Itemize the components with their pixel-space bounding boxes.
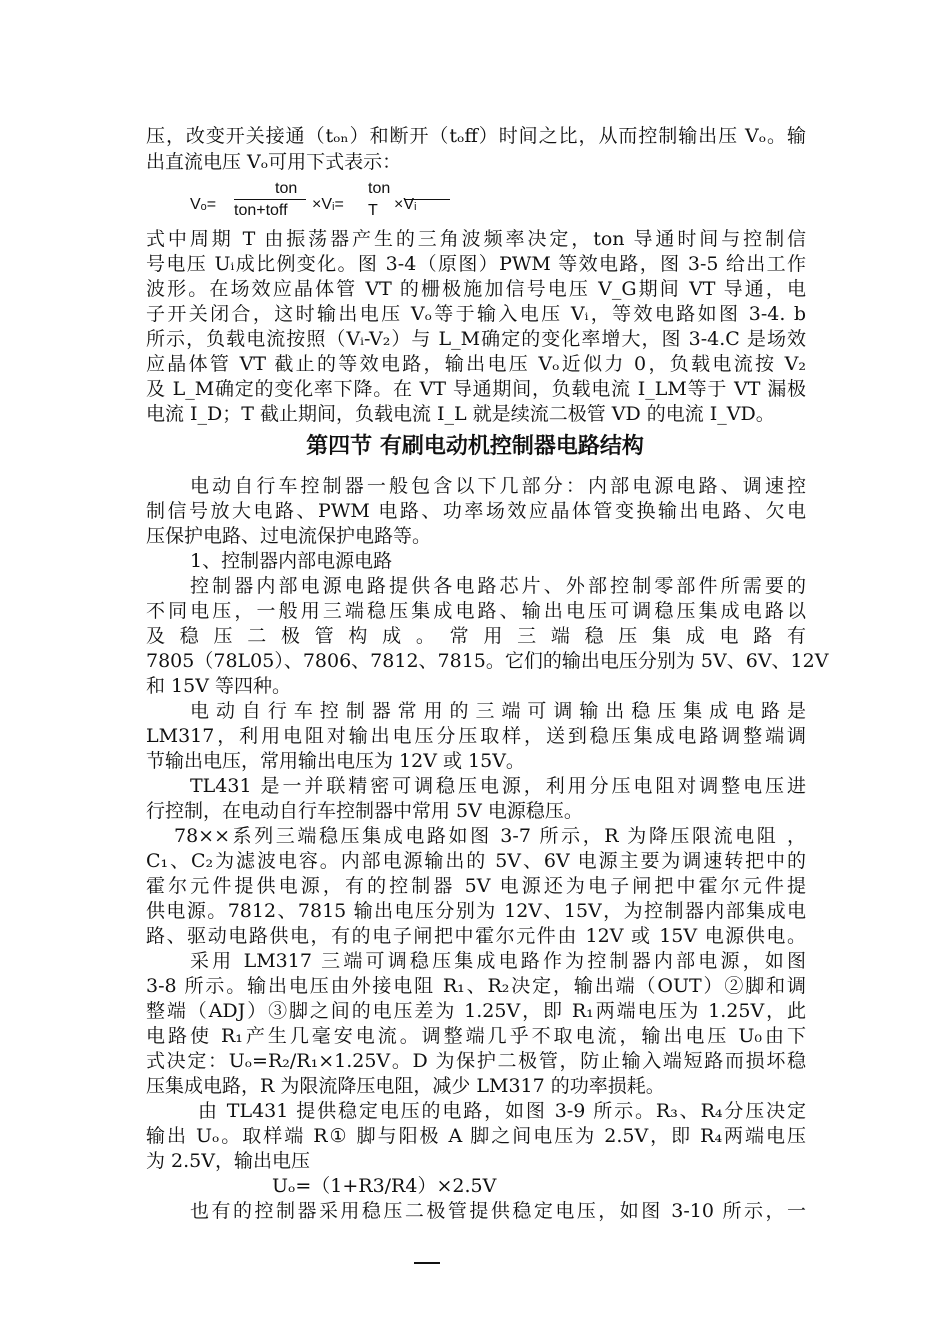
formula-multiplier: ×Vᵢ= [312, 196, 344, 213]
text-line: 霍尔元件提供电源，有的控制器 5V 电源还为电子闸把中霍尔元件提 [146, 875, 806, 897]
text-line: 78××系列三端稳压集成电路如图 3-7 所示，R 为降压限流电阻 ， [174, 825, 806, 847]
text-line: 所示，负载电流按照（Vᵢ-V₂）与 L_M确定的变化率增大，图 3-4.C 是场效 [146, 328, 806, 350]
text-line: 输出 Uₒ。取样端 R① 脚与阳极 A 脚之间电压为 2.5V，即 R₄两端电压 [146, 1125, 806, 1147]
text-line: 控制器内部电源电路提供各电路芯片、外部控制零部件所需要的 [190, 575, 806, 597]
formula-numerator: ton [368, 180, 391, 197]
section-title: 第四节 有刷电动机控制器电路结构 [306, 434, 644, 459]
text-line: 7805（78L05）、7806、7812、7815。它们的输出电压分别为 5V、6V、12V [146, 650, 829, 672]
text-line: 及 L_M确定的变化率下降。在 VT 导通期间，负载电流 I_LM等于 VT 漏极 [146, 378, 806, 400]
text-line: 供电源。7812、7815 输出电压分别为 12V、15V，为控制器内部集成电 [146, 900, 806, 922]
text-line: 由 TL431 提供稳定电压的电路，如图 3-9 所示。R₃、R₄分压决定 [198, 1100, 806, 1122]
text-line: 波形。在场效应晶体管 VT 的栅极施加信号电压 V_G期间 VT 导通，电 [146, 278, 806, 300]
text-line: 压，改变开关接通（tₒₙ）和断开（tₒff）时间之比，从而控制输出压 Vₒ。输 [146, 125, 806, 147]
text-line: 电动自行车控制器一般包含以下几部分：内部电源电路、调速控 [190, 475, 806, 497]
text-line: 式决定：Uₒ=R₂/R₁×1.25V。D 为保护二极管，防止输入端短路而损坏稳 [146, 1050, 806, 1072]
text-line: 和 15V 等四种。 [146, 675, 291, 697]
formula-denominator: ton+toff [234, 202, 288, 219]
text-line: 压保护电路、过电流保护电路等。 [146, 525, 432, 547]
subsection-heading: 1、控制器内部电源电路 [190, 550, 393, 572]
text-line: 为 2.5V，输出电压 [146, 1150, 310, 1172]
formula-multiplier: ×Vᵢ [394, 196, 417, 213]
text-line: 电路使 R₁产生几毫安电流。调整端几乎不取电流，输出电压 U₀由下 [146, 1025, 806, 1047]
text-line: 应晶体管 VT 截止的等效电路，输出电压 Vₒ近似力 0，负载电流按 V₂ [146, 353, 806, 375]
formula-numerator: ton [275, 180, 298, 197]
text-line: 及 稳 压 二 极 管 构 成 。 常 用 三 端 稳 压 集 成 电 路 有 [146, 625, 806, 647]
page-number-mark [414, 1262, 440, 1264]
text-line: 路、驱动电路供电，有的电子闸把中霍尔元件由 12V 或 15V 电源供电。 [146, 925, 806, 947]
text-line: 电流 I_D；T 截止期间，负载电流 I_L 就是续流二极管 VD 的电流 I_VD。 [146, 403, 775, 425]
fraction-bar [404, 199, 450, 200]
text-line: 整端（ADJ）③脚之间的电压差为 1.25V，即 R₁两端电压为 1.25V，此 [146, 1000, 806, 1022]
text-line: 采用 LM317 三端可调稳压集成电路作为控制器内部电源，如图 [190, 950, 806, 972]
text-line: 行控制，在电动自行车控制器中常用 5V 电源稳压。 [146, 800, 583, 822]
formula-denominator: T [368, 202, 378, 219]
text-line: 电动自行车控制器常用的三端可调输出稳压集成电路是 [190, 700, 806, 722]
text-line: 号电压 Uᵢ成比例变化。图 3-4（原图）PWM 等效电路，图 3-5 给出工作 [146, 253, 806, 275]
text-line: 出直流电压 Vₒ可用下式表示： [146, 151, 402, 173]
text-line: 制信号放大电路、PWM 电路、功率场效应晶体管变换输出电路、欠电 [146, 500, 806, 522]
text-line: 节输出电压，常用输出电压为 12V 或 15V。 [146, 750, 525, 772]
text-line: TL431 是一并联精密可调稳压电源，利用分压电阻对调整电压进 [190, 775, 806, 797]
text-line: LM317，利用电阻对输出电压分压取样，送到稳压集成电路调整端调 [146, 725, 806, 747]
formula-lhs: Vₒ= [190, 196, 217, 213]
text-line: 式中周期 T 由振荡器产生的三角波频率决定，ton 导通时间与控制信 [146, 228, 806, 250]
text-line: 也有的控制器采用稳压二极管提供稳定电压，如图 3-10 所示，一 [190, 1200, 806, 1222]
text-line: C₁、C₂为滤波电容。内部电源输出的 5V、6V 电源主要为调速转把中的 [146, 850, 806, 872]
formula-line: Uₒ=（1+R3/R4）×2.5V [272, 1175, 497, 1197]
text-line: 3-8 所示。输出电压由外接电阻 R₁、R₂决定，输出端（OUT）②脚和调 [146, 975, 806, 997]
text-line: 不同电压，一般用三端稳压集成电路、输出电压可调稳压集成电路以 [146, 600, 806, 622]
text-line: 子开关闭合，这时输出电压 Vₒ等于输入电压 Vᵢ，等效电路如图 3-4. b [146, 303, 806, 325]
fraction-bar [234, 199, 306, 200]
text-line: 压集成电路，R 为限流降压电阻，减少 LM317 的功率损耗。 [146, 1075, 665, 1097]
